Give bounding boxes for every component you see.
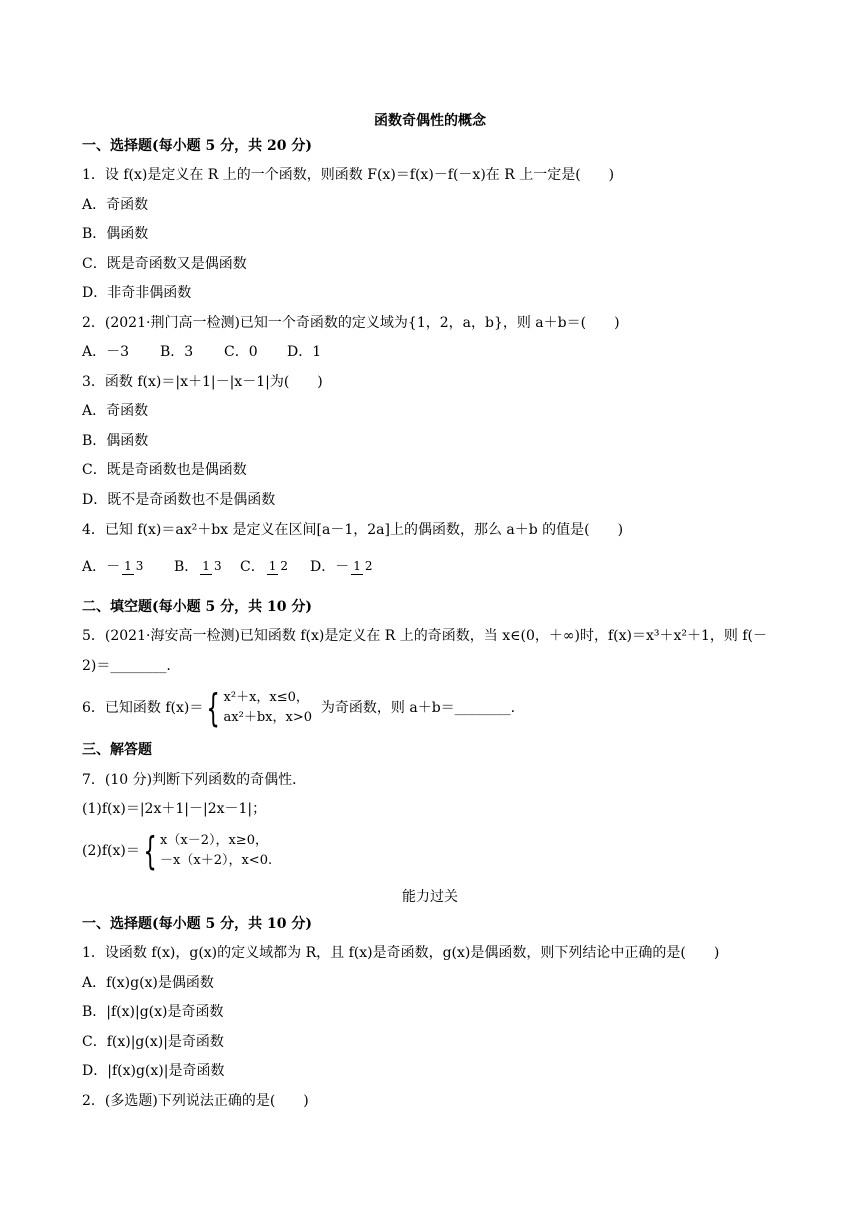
ability-question-1-option-b: B．|f(x)|g(x)是奇函数 xyxy=(82,1004,224,1020)
question-4-option-b: B． 1 3 xyxy=(174,559,222,575)
question-4-options xyxy=(82,548,377,586)
question-3-option-a: A．奇函数 xyxy=(82,403,149,419)
section-heading-solve: 三、解答题 xyxy=(82,742,152,758)
section-heading-choice-2: 一、选择题(每小题 5 分，共 10 分) xyxy=(82,916,312,932)
question-4-option-d: D．－ 1 2 xyxy=(310,559,373,575)
question-6: 6．已知函数 f(x)＝ { x²＋x，x≤0， ax²＋bx，x>0 为奇函数，则 a＋b＝________. xyxy=(82,686,516,730)
question-1-option-d: D．非奇非偶函数 xyxy=(82,285,192,301)
fraction: 1 3 xyxy=(202,559,222,573)
fraction: 1 2 xyxy=(353,559,373,573)
brace-icon: { xyxy=(206,686,221,730)
question-2-option-c: C．0 xyxy=(224,344,258,360)
question-7-part-1: (1)f(x)＝|2x＋1|－|2x－1|； xyxy=(82,801,267,817)
ability-question-1-option-d: D．|f(x)g(x)|是奇函数 xyxy=(82,1063,225,1079)
section-heading-fill: 二、填空题(每小题 5 分，共 10 分) xyxy=(82,599,312,615)
section-heading-ability: 能力过关 xyxy=(402,889,458,905)
page-title: 函数奇偶性的概念 xyxy=(374,113,486,129)
question-5-line-2: 2)＝________. xyxy=(82,658,171,674)
fraction: 1 2 xyxy=(268,559,288,573)
ability-question-1-stem: 1．设函数 f(x)，g(x)的定义域都为 R，且 f(x)是奇函数，g(x)是偶函数，则下列结论中正确的是( ) xyxy=(82,945,720,961)
question-2-option-d: D．1 xyxy=(287,344,322,360)
question-1-option-a: A．奇函数 xyxy=(82,197,149,213)
question-5-line-1: 5．(2021·海安高一检测)已知函数 f(x)是定义在 R 上的奇函数，当 x∈(0，＋∞)时，f(x)＝x³＋x²＋1，则 f(－ xyxy=(82,628,768,644)
ability-question-1-option-a: A．f(x)g(x)是偶函数 xyxy=(82,975,214,991)
question-4-option-c: C． 1 2 xyxy=(240,559,288,575)
ability-question-1-option-c: C．f(x)|g(x)|是奇函数 xyxy=(82,1034,224,1050)
question-3-stem: 3．函数 f(x)＝|x＋1|－|x－1|为( ) xyxy=(82,374,323,390)
question-2-options xyxy=(82,342,321,362)
question-3-option-c: C．既是奇函数也是偶函数 xyxy=(82,462,247,478)
question-7-part-2: (2)f(x)＝ { x（x－2），x≥0， －x（x＋2），x<0. xyxy=(82,829,273,873)
question-1-option-b: B．偶函数 xyxy=(82,226,149,242)
question-4-option-a: A．－ 1 3 xyxy=(82,559,144,575)
question-1-option-c: C．既是奇函数又是偶函数 xyxy=(82,256,247,272)
question-2-option-b: B．3 xyxy=(160,344,194,360)
piecewise: { x（x－2），x≥0， －x（x＋2），x<0. xyxy=(143,829,273,873)
question-3-option-d: D．既不是奇函数也不是偶函数 xyxy=(82,492,276,508)
section-heading-choice: 一、选择题(每小题 5 分，共 20 分) xyxy=(82,138,312,154)
question-2-option-a: A．－3 xyxy=(82,344,130,360)
question-4-stem: 4．已知 f(x)＝ax²＋bx 是定义在区间[a－1，2a]上的偶函数，那么 a＋b 的值是( ) xyxy=(82,522,624,538)
fraction: 1 3 xyxy=(124,559,144,573)
question-7-stem: 7．(10 分)判断下列函数的奇偶性． xyxy=(82,772,307,788)
question-3-option-b: B．偶函数 xyxy=(82,433,149,449)
piecewise: { x²＋x，x≤0， ax²＋bx，x>0 xyxy=(206,686,312,730)
brace-icon: { xyxy=(143,829,157,873)
question-1-stem: 1．设 f(x)是定义在 R 上的一个函数，则函数 F(x)＝f(x)－f(－x)在 R 上一定是( ) xyxy=(82,167,615,183)
question-2-stem: 2．(2021·荆门高一检测)已知一个奇函数的定义域为{1，2，a，b}，则 a＋b＝( ) xyxy=(82,315,620,331)
ability-question-2-stem: 2．(多选题)下列说法正确的是( ) xyxy=(82,1093,309,1109)
